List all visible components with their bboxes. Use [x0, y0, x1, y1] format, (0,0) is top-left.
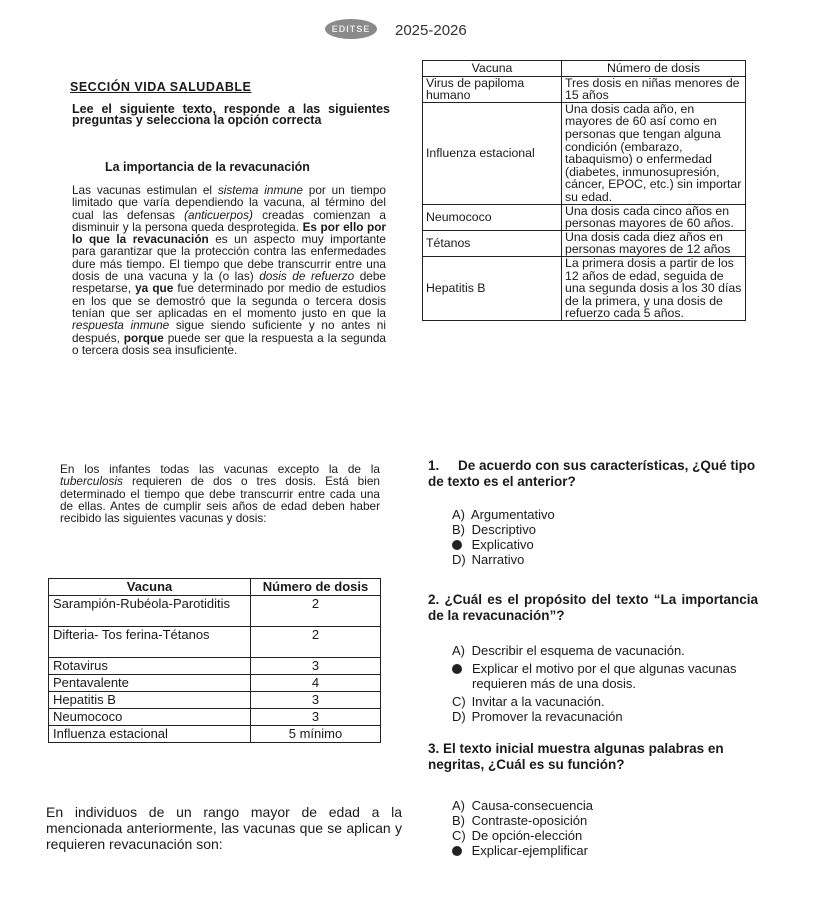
table-row [423, 204, 746, 230]
section-title: SECCIÓN VIDA SALUDABLE [70, 80, 252, 94]
table-header: Vacuna [49, 579, 251, 596]
table-cell: Una dosis cada diez años en personas mayores de 12 años [562, 230, 746, 256]
table-row [49, 709, 381, 726]
table-header: Vacuna [423, 61, 562, 77]
answer-option-selected[interactable] [452, 843, 752, 858]
table-cell: 4 [251, 675, 381, 692]
table-cell: Hepatitis B [49, 692, 251, 709]
question-number: 1. [428, 458, 440, 473]
selected-mark-icon [452, 664, 462, 674]
option-text: Descriptivo [471, 522, 536, 537]
table-cell: Rotavirus [49, 658, 251, 675]
adult-vaccine-table [422, 60, 746, 321]
question-1-options [452, 507, 752, 567]
answer-option-selected[interactable] [452, 661, 752, 691]
table-cell: Neumococo [423, 204, 562, 230]
table-header: Número de dosis [562, 61, 746, 77]
question-number: 2. [428, 592, 440, 607]
article-paragraph-1: Las vacunas estimulan el sistema inmune por un tiempo limitado que varía dependiendo la vacuna, al término del cual las defensas (anticuerpos) creadas comienzan a disminuir y la persona queda desprotegida. Es por ello por lo que la revacunación es un aspecto muy importante para garantizar que la protección contra las enfermedades dure más tiempo. El tiempo que debe transcurrir entre una dosis de una vacuna y la (o las) dosis de refuerzo debe respetarse, ya que fue determinado por medio de estudios en los que se demostró que la segunda o tercera dosis tenían que ser aplicadas en el momento justo en que la respuesta inmune sigue siendo suficiente y no antes ni después, porque puede ser que la respuesta a la segunda o tercera dosis sea insuficiente. [72, 183, 387, 357]
table-cell: 2 [251, 627, 381, 658]
table-cell: 3 [251, 709, 381, 726]
table-row [49, 627, 381, 658]
table-cell: 3 [251, 658, 381, 675]
option-text: Explicar el motivo por el que algunas vacunas requieren más de una dosis. [472, 661, 737, 691]
table-cell: Neumococo [49, 709, 251, 726]
option-letter: A) [452, 643, 465, 658]
option-text: Causa-consecuencia [471, 798, 594, 813]
table-row [423, 256, 746, 320]
table-cell: Influenza estacional [423, 102, 562, 204]
table-cell: Una dosis cada cinco años en personas mayores de 60 años. [562, 204, 746, 230]
table-cell: Tres dosis en niñas menores de 15 años [562, 76, 746, 102]
option-letter: B) [452, 813, 465, 828]
table-header-row [49, 579, 381, 596]
table-row [49, 726, 381, 743]
table-row [49, 658, 381, 675]
answer-option[interactable] [452, 552, 752, 567]
table-cell: Virus de papiloma humano [423, 76, 562, 102]
question-1 [428, 458, 758, 490]
answer-option[interactable] [452, 643, 752, 658]
table-cell: Sarampión-Rubéola-Parotiditis [49, 596, 251, 627]
selected-mark-icon [452, 846, 462, 856]
table-cell: Pentavalente [49, 675, 251, 692]
option-letter: C) [452, 828, 466, 843]
answer-option[interactable] [452, 813, 752, 828]
answer-option[interactable] [452, 828, 752, 843]
table-cell: Hepatitis B [423, 256, 562, 320]
article-title: La importancia de la revacunación [105, 160, 310, 174]
children-vaccine-table [48, 578, 381, 743]
question-text: De acuerdo con sus características, ¿Qué tipo de texto es el anterior? [428, 458, 756, 489]
option-letter: A) [452, 798, 465, 813]
question-number: 3. [428, 741, 440, 756]
answer-option[interactable] [452, 522, 752, 537]
option-text: Describir el esquema de vacunación. [471, 643, 685, 658]
article-paragraph-3: En individuos de un rango mayor de edad a la mencionada anteriormente, las vacunas que se aplican y requieren revacunación son: [46, 804, 402, 852]
table-row [49, 596, 381, 627]
answer-option[interactable] [452, 798, 752, 813]
table-row [423, 230, 746, 256]
option-text: Invitar a la vacunación. [471, 694, 605, 709]
option-letter: B) [452, 522, 465, 537]
table-header: Número de dosis [251, 579, 381, 596]
answer-option-selected[interactable] [452, 537, 752, 552]
table-cell: La primera dosis a partir de los 12 años de edad, seguida de una segunda dosis a los 30 días de la primera, y una dosis de refuerzo cada 5 años. [562, 256, 746, 320]
table-cell: Una dosis cada año, en mayores de 60 así como en personas que tengan alguna condición (embarazo, tabaquismo) o enfermedad (diabetes, inmunosupresión, cáncer, EPOC, etc.) sin importar su edad. [562, 102, 746, 204]
option-text: Explicar-ejemplificar [471, 843, 588, 858]
table-cell: Influenza estacional [49, 726, 251, 743]
school-year: 2025-2026 [395, 22, 467, 39]
option-text: Argumentativo [470, 507, 555, 522]
option-text: Promover la revacunación [471, 709, 623, 724]
answer-option[interactable] [452, 507, 752, 522]
table-row [423, 102, 746, 204]
table-header-row [423, 61, 746, 77]
option-letter: D) [452, 709, 466, 724]
table-row [423, 76, 746, 102]
question-text: El texto inicial muestra algunas palabras en negritas, ¿Cuál es su función? [428, 741, 724, 772]
option-text: Narrativo [471, 552, 525, 567]
option-letter: A) [452, 507, 465, 522]
question-3 [428, 741, 768, 773]
option-text: De opción-elección [471, 828, 583, 843]
table-cell: 5 mínimo [251, 726, 381, 743]
option-letter: D) [452, 552, 466, 567]
selected-mark-icon [452, 540, 462, 550]
instructions: Lee el siguiente texto, responde a las siguientes preguntas y selecciona la opción correcta [72, 102, 390, 127]
question-2 [428, 592, 758, 624]
table-cell: Difteria- Tos ferina-Tétanos [49, 627, 251, 658]
answer-option[interactable] [452, 694, 752, 709]
answer-option[interactable] [452, 709, 752, 724]
table-cell: 2 [251, 596, 381, 627]
table-cell: Tétanos [423, 230, 562, 256]
table-cell: 3 [251, 692, 381, 709]
question-text: ¿Cuál es el propósito del texto “La importancia de la revacunación”? [428, 592, 758, 623]
publisher-logo: EDITSE [325, 19, 377, 39]
option-letter: C) [452, 694, 466, 709]
question-2-options [452, 643, 752, 724]
table-row [49, 692, 381, 709]
option-text: Explicativo [471, 537, 534, 552]
option-text: Contraste-oposición [471, 813, 588, 828]
table-row [49, 675, 381, 692]
question-3-options [452, 798, 752, 858]
article-paragraph-2: En los infantes todas las vacunas excepto la de la tuberculosis requieren de dos o tres dosis. Está bien determinado el tiempo que debe transcurrir entre cada una de ellas. Antes de cumplir seis años de edad deben haber recibido las siguientes vacunas y dosis: [60, 462, 380, 526]
